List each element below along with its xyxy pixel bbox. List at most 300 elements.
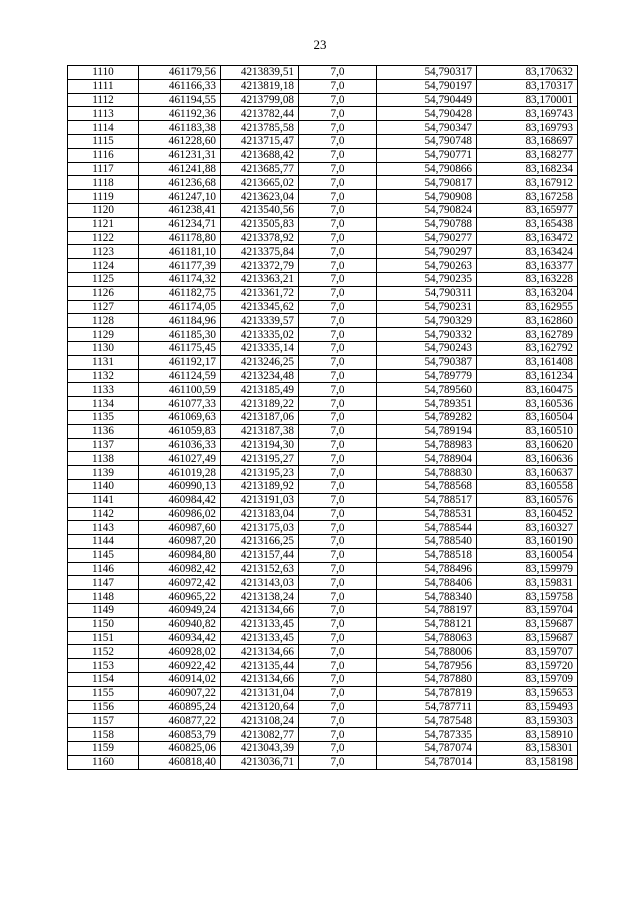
table-row — [68, 535, 578, 549]
latitude-cell: 54,790231 — [377, 300, 477, 314]
longitude-cell: 83,162955 — [477, 300, 578, 314]
table-row — [68, 700, 578, 714]
y-coordinate-cell: 4213108,24 — [221, 714, 299, 728]
x-coordinate-cell: 460922,42 — [139, 659, 221, 673]
longitude-cell: 83,160327 — [477, 521, 578, 535]
point-number-cell: 1132 — [68, 369, 139, 383]
longitude-cell: 83,160536 — [477, 397, 578, 411]
longitude-cell: 83,162789 — [477, 328, 578, 342]
point-number-cell: 1128 — [68, 314, 139, 328]
height-cell: 7,0 — [299, 700, 377, 714]
point-number-cell: 1158 — [68, 728, 139, 742]
table-row — [68, 245, 578, 259]
table-row — [68, 79, 578, 93]
latitude-cell: 54,788006 — [377, 645, 477, 659]
x-coordinate-cell: 461238,41 — [139, 203, 221, 217]
table-row — [68, 673, 578, 687]
longitude-cell: 83,162860 — [477, 314, 578, 328]
point-number-cell: 1145 — [68, 548, 139, 562]
latitude-cell: 54,788531 — [377, 507, 477, 521]
y-coordinate-cell: 4213540,56 — [221, 203, 299, 217]
y-coordinate-cell: 4213189,22 — [221, 397, 299, 411]
table-row — [68, 107, 578, 121]
point-number-cell: 1156 — [68, 700, 139, 714]
longitude-cell: 83,159709 — [477, 673, 578, 687]
latitude-cell: 54,790817 — [377, 176, 477, 190]
height-cell: 7,0 — [299, 300, 377, 314]
height-cell: 7,0 — [299, 576, 377, 590]
height-cell: 7,0 — [299, 755, 377, 769]
longitude-cell: 83,160576 — [477, 493, 578, 507]
point-number-cell: 1154 — [68, 673, 139, 687]
longitude-cell: 83,168234 — [477, 162, 578, 176]
y-coordinate-cell: 4213785,58 — [221, 121, 299, 135]
height-cell: 7,0 — [299, 66, 377, 80]
longitude-cell: 83,168697 — [477, 134, 578, 148]
latitude-cell: 54,788340 — [377, 590, 477, 604]
y-coordinate-cell: 4213665,02 — [221, 176, 299, 190]
longitude-cell: 83,158301 — [477, 742, 578, 756]
x-coordinate-cell: 461077,33 — [139, 397, 221, 411]
height-cell: 7,0 — [299, 203, 377, 217]
y-coordinate-cell: 4213131,04 — [221, 686, 299, 700]
y-coordinate-cell: 4213799,08 — [221, 93, 299, 107]
table-row — [68, 479, 578, 493]
latitude-cell: 54,790263 — [377, 259, 477, 273]
table-row — [68, 659, 578, 673]
y-coordinate-cell: 4213246,25 — [221, 355, 299, 369]
y-coordinate-cell: 4213135,44 — [221, 659, 299, 673]
height-cell: 7,0 — [299, 107, 377, 121]
page-number: 23 — [313, 37, 327, 52]
longitude-cell: 83,162792 — [477, 341, 578, 355]
longitude-cell: 83,159653 — [477, 686, 578, 700]
x-coordinate-cell: 461194,55 — [139, 93, 221, 107]
longitude-cell: 83,160475 — [477, 383, 578, 397]
height-cell: 7,0 — [299, 286, 377, 300]
x-coordinate-cell: 460825,06 — [139, 742, 221, 756]
latitude-cell: 54,787014 — [377, 755, 477, 769]
latitude-cell: 54,790197 — [377, 79, 477, 93]
y-coordinate-cell: 4213361,72 — [221, 286, 299, 300]
point-number-cell: 1144 — [68, 535, 139, 549]
y-coordinate-cell: 4213036,71 — [221, 755, 299, 769]
height-cell: 7,0 — [299, 176, 377, 190]
table-row — [68, 355, 578, 369]
y-coordinate-cell: 4213234,48 — [221, 369, 299, 383]
height-cell: 7,0 — [299, 521, 377, 535]
table-row — [68, 190, 578, 204]
latitude-cell: 54,787548 — [377, 714, 477, 728]
table-row — [68, 231, 578, 245]
point-number-cell: 1146 — [68, 562, 139, 576]
point-number-cell: 1157 — [68, 714, 139, 728]
table-row — [68, 314, 578, 328]
table-row — [68, 272, 578, 286]
y-coordinate-cell: 4213623,04 — [221, 190, 299, 204]
latitude-cell: 54,787335 — [377, 728, 477, 742]
table-row — [68, 66, 578, 80]
height-cell: 7,0 — [299, 452, 377, 466]
height-cell: 7,0 — [299, 328, 377, 342]
y-coordinate-cell: 4213133,45 — [221, 631, 299, 645]
point-number-cell: 1122 — [68, 231, 139, 245]
longitude-cell: 83,160190 — [477, 535, 578, 549]
y-coordinate-cell: 4213157,44 — [221, 548, 299, 562]
y-coordinate-cell: 4213183,04 — [221, 507, 299, 521]
height-cell: 7,0 — [299, 93, 377, 107]
y-coordinate-cell: 4213839,51 — [221, 66, 299, 80]
longitude-cell: 83,159720 — [477, 659, 578, 673]
x-coordinate-cell: 461181,10 — [139, 245, 221, 259]
y-coordinate-cell: 4213120,64 — [221, 700, 299, 714]
height-cell: 7,0 — [299, 217, 377, 231]
x-coordinate-cell: 461166,33 — [139, 79, 221, 93]
point-number-cell: 1115 — [68, 134, 139, 148]
point-number-cell: 1147 — [68, 576, 139, 590]
point-number-cell: 1123 — [68, 245, 139, 259]
x-coordinate-cell: 461069,63 — [139, 410, 221, 424]
latitude-cell: 54,790866 — [377, 162, 477, 176]
longitude-cell: 83,168277 — [477, 148, 578, 162]
y-coordinate-cell: 4213043,39 — [221, 742, 299, 756]
longitude-cell: 83,159831 — [477, 576, 578, 590]
longitude-cell: 83,170001 — [477, 93, 578, 107]
latitude-cell: 54,790297 — [377, 245, 477, 259]
x-coordinate-cell: 460818,40 — [139, 755, 221, 769]
x-coordinate-cell: 461174,05 — [139, 300, 221, 314]
x-coordinate-cell: 460965,22 — [139, 590, 221, 604]
height-cell: 7,0 — [299, 410, 377, 424]
x-coordinate-cell: 461247,10 — [139, 190, 221, 204]
x-coordinate-cell: 461177,39 — [139, 259, 221, 273]
y-coordinate-cell: 4213152,63 — [221, 562, 299, 576]
point-number-cell: 1139 — [68, 466, 139, 480]
point-number-cell: 1153 — [68, 659, 139, 673]
table-row — [68, 162, 578, 176]
table-row — [68, 259, 578, 273]
longitude-cell: 83,161234 — [477, 369, 578, 383]
height-cell: 7,0 — [299, 383, 377, 397]
table-row — [68, 507, 578, 521]
point-number-cell: 1126 — [68, 286, 139, 300]
height-cell: 7,0 — [299, 121, 377, 135]
latitude-cell: 54,787074 — [377, 742, 477, 756]
y-coordinate-cell: 4213166,25 — [221, 535, 299, 549]
latitude-cell: 54,788983 — [377, 438, 477, 452]
point-number-cell: 1134 — [68, 397, 139, 411]
height-cell: 7,0 — [299, 134, 377, 148]
latitude-cell: 54,787956 — [377, 659, 477, 673]
longitude-cell: 83,159493 — [477, 700, 578, 714]
point-number-cell: 1124 — [68, 259, 139, 273]
table-row — [68, 134, 578, 148]
height-cell: 7,0 — [299, 562, 377, 576]
y-coordinate-cell: 4213339,57 — [221, 314, 299, 328]
longitude-cell: 83,159303 — [477, 714, 578, 728]
point-number-cell: 1127 — [68, 300, 139, 314]
table-row — [68, 631, 578, 645]
point-number-cell: 1111 — [68, 79, 139, 93]
latitude-cell: 54,788406 — [377, 576, 477, 590]
x-coordinate-cell: 461192,17 — [139, 355, 221, 369]
height-cell: 7,0 — [299, 714, 377, 728]
height-cell: 7,0 — [299, 245, 377, 259]
table-row — [68, 590, 578, 604]
longitude-cell: 83,163472 — [477, 231, 578, 245]
x-coordinate-cell: 461175,45 — [139, 341, 221, 355]
point-number-cell: 1138 — [68, 452, 139, 466]
height-cell: 7,0 — [299, 590, 377, 604]
y-coordinate-cell: 4213195,23 — [221, 466, 299, 480]
latitude-cell: 54,790243 — [377, 341, 477, 355]
height-cell: 7,0 — [299, 466, 377, 480]
latitude-cell: 54,790311 — [377, 286, 477, 300]
x-coordinate-cell: 461192,36 — [139, 107, 221, 121]
point-number-cell: 1159 — [68, 742, 139, 756]
x-coordinate-cell: 460940,82 — [139, 617, 221, 631]
point-number-cell: 1160 — [68, 755, 139, 769]
x-coordinate-cell: 461183,38 — [139, 121, 221, 135]
latitude-cell: 54,790428 — [377, 107, 477, 121]
latitude-cell: 54,788063 — [377, 631, 477, 645]
latitude-cell: 54,787880 — [377, 673, 477, 687]
latitude-cell: 54,790235 — [377, 272, 477, 286]
x-coordinate-cell: 460987,20 — [139, 535, 221, 549]
height-cell: 7,0 — [299, 424, 377, 438]
height-cell: 7,0 — [299, 507, 377, 521]
longitude-cell: 83,158910 — [477, 728, 578, 742]
y-coordinate-cell: 4213133,45 — [221, 617, 299, 631]
y-coordinate-cell: 4213134,66 — [221, 645, 299, 659]
y-coordinate-cell: 4213375,84 — [221, 245, 299, 259]
height-cell: 7,0 — [299, 479, 377, 493]
y-coordinate-cell: 4213187,06 — [221, 410, 299, 424]
height-cell: 7,0 — [299, 438, 377, 452]
y-coordinate-cell: 4213194,30 — [221, 438, 299, 452]
point-number-cell: 1148 — [68, 590, 139, 604]
longitude-cell: 83,160510 — [477, 424, 578, 438]
x-coordinate-cell: 460987,60 — [139, 521, 221, 535]
latitude-cell: 54,790317 — [377, 66, 477, 80]
point-number-cell: 1135 — [68, 410, 139, 424]
point-number-cell: 1110 — [68, 66, 139, 80]
x-coordinate-cell: 461178,80 — [139, 231, 221, 245]
latitude-cell: 54,788197 — [377, 604, 477, 618]
x-coordinate-cell: 461019,28 — [139, 466, 221, 480]
table-row — [68, 93, 578, 107]
table-row — [68, 728, 578, 742]
longitude-cell: 83,159687 — [477, 631, 578, 645]
y-coordinate-cell: 4213505,83 — [221, 217, 299, 231]
longitude-cell: 83,159687 — [477, 617, 578, 631]
height-cell: 7,0 — [299, 79, 377, 93]
x-coordinate-cell: 460984,80 — [139, 548, 221, 562]
table-row — [68, 604, 578, 618]
height-cell: 7,0 — [299, 686, 377, 700]
table-row — [68, 562, 578, 576]
latitude-cell: 54,790329 — [377, 314, 477, 328]
latitude-cell: 54,790387 — [377, 355, 477, 369]
table-row — [68, 576, 578, 590]
height-cell: 7,0 — [299, 148, 377, 162]
x-coordinate-cell: 460914,02 — [139, 673, 221, 687]
height-cell: 7,0 — [299, 397, 377, 411]
longitude-cell: 83,160637 — [477, 466, 578, 480]
y-coordinate-cell: 4213363,21 — [221, 272, 299, 286]
y-coordinate-cell: 4213134,66 — [221, 673, 299, 687]
longitude-cell: 83,163204 — [477, 286, 578, 300]
latitude-cell: 54,788904 — [377, 452, 477, 466]
table-row — [68, 645, 578, 659]
x-coordinate-cell: 460990,13 — [139, 479, 221, 493]
x-coordinate-cell: 460982,42 — [139, 562, 221, 576]
height-cell: 7,0 — [299, 617, 377, 631]
height-cell: 7,0 — [299, 272, 377, 286]
coordinates-table-body — [68, 66, 578, 770]
height-cell: 7,0 — [299, 341, 377, 355]
x-coordinate-cell: 461036,33 — [139, 438, 221, 452]
longitude-cell: 83,159704 — [477, 604, 578, 618]
x-coordinate-cell: 461234,71 — [139, 217, 221, 231]
x-coordinate-cell: 461100,59 — [139, 383, 221, 397]
point-number-cell: 1137 — [68, 438, 139, 452]
latitude-cell: 54,790277 — [377, 231, 477, 245]
x-coordinate-cell: 461241,88 — [139, 162, 221, 176]
y-coordinate-cell: 4213372,79 — [221, 259, 299, 273]
height-cell: 7,0 — [299, 659, 377, 673]
table-row — [68, 410, 578, 424]
y-coordinate-cell: 4213335,14 — [221, 341, 299, 355]
x-coordinate-cell: 460972,42 — [139, 576, 221, 590]
x-coordinate-cell: 461184,96 — [139, 314, 221, 328]
table-row — [68, 369, 578, 383]
x-coordinate-cell: 460907,22 — [139, 686, 221, 700]
x-coordinate-cell: 461124,59 — [139, 369, 221, 383]
latitude-cell: 54,788568 — [377, 479, 477, 493]
point-number-cell: 1150 — [68, 617, 139, 631]
y-coordinate-cell: 4213819,18 — [221, 79, 299, 93]
height-cell: 7,0 — [299, 493, 377, 507]
longitude-cell: 83,160558 — [477, 479, 578, 493]
longitude-cell: 83,167912 — [477, 176, 578, 190]
point-number-cell: 1151 — [68, 631, 139, 645]
latitude-cell: 54,788517 — [377, 493, 477, 507]
height-cell: 7,0 — [299, 314, 377, 328]
point-number-cell: 1120 — [68, 203, 139, 217]
point-number-cell: 1143 — [68, 521, 139, 535]
point-number-cell: 1155 — [68, 686, 139, 700]
x-coordinate-cell: 460949,24 — [139, 604, 221, 618]
x-coordinate-cell: 461027,49 — [139, 452, 221, 466]
longitude-cell: 83,167258 — [477, 190, 578, 204]
point-number-cell: 1117 — [68, 162, 139, 176]
x-coordinate-cell: 460984,42 — [139, 493, 221, 507]
point-number-cell: 1119 — [68, 190, 139, 204]
point-number-cell: 1136 — [68, 424, 139, 438]
height-cell: 7,0 — [299, 673, 377, 687]
latitude-cell: 54,789194 — [377, 424, 477, 438]
height-cell: 7,0 — [299, 742, 377, 756]
table-row — [68, 424, 578, 438]
table-row — [68, 148, 578, 162]
table-row — [68, 121, 578, 135]
longitude-cell: 83,160504 — [477, 410, 578, 424]
latitude-cell: 54,790824 — [377, 203, 477, 217]
y-coordinate-cell: 4213782,44 — [221, 107, 299, 121]
latitude-cell: 54,790449 — [377, 93, 477, 107]
point-number-cell: 1112 — [68, 93, 139, 107]
height-cell: 7,0 — [299, 369, 377, 383]
table-row — [68, 714, 578, 728]
y-coordinate-cell: 4213688,42 — [221, 148, 299, 162]
x-coordinate-cell: 460986,02 — [139, 507, 221, 521]
point-number-cell: 1113 — [68, 107, 139, 121]
longitude-cell: 83,159758 — [477, 590, 578, 604]
table-row — [68, 452, 578, 466]
latitude-cell: 54,787711 — [377, 700, 477, 714]
height-cell: 7,0 — [299, 604, 377, 618]
longitude-cell: 83,160054 — [477, 548, 578, 562]
point-number-cell: 1125 — [68, 272, 139, 286]
height-cell: 7,0 — [299, 535, 377, 549]
longitude-cell: 83,160636 — [477, 452, 578, 466]
latitude-cell: 54,788121 — [377, 617, 477, 631]
longitude-cell: 83,170632 — [477, 66, 578, 80]
height-cell: 7,0 — [299, 190, 377, 204]
y-coordinate-cell: 4213378,92 — [221, 231, 299, 245]
x-coordinate-cell: 461179,56 — [139, 66, 221, 80]
height-cell: 7,0 — [299, 231, 377, 245]
table-row — [68, 286, 578, 300]
point-number-cell: 1130 — [68, 341, 139, 355]
table-row — [68, 438, 578, 452]
height-cell: 7,0 — [299, 162, 377, 176]
longitude-cell: 83,163228 — [477, 272, 578, 286]
latitude-cell: 54,790771 — [377, 148, 477, 162]
table-row — [68, 521, 578, 535]
latitude-cell: 54,788544 — [377, 521, 477, 535]
latitude-cell: 54,789282 — [377, 410, 477, 424]
longitude-cell: 83,163424 — [477, 245, 578, 259]
x-coordinate-cell: 461231,31 — [139, 148, 221, 162]
point-number-cell: 1140 — [68, 479, 139, 493]
height-cell: 7,0 — [299, 259, 377, 273]
point-number-cell: 1149 — [68, 604, 139, 618]
longitude-cell: 83,169743 — [477, 107, 578, 121]
longitude-cell: 83,169793 — [477, 121, 578, 135]
table-row — [68, 397, 578, 411]
longitude-cell: 83,160620 — [477, 438, 578, 452]
height-cell: 7,0 — [299, 645, 377, 659]
table-row — [68, 328, 578, 342]
table-row — [68, 742, 578, 756]
y-coordinate-cell: 4213082,77 — [221, 728, 299, 742]
y-coordinate-cell: 4213189,92 — [221, 479, 299, 493]
x-coordinate-cell: 460853,79 — [139, 728, 221, 742]
point-number-cell: 1133 — [68, 383, 139, 397]
table-row — [68, 548, 578, 562]
y-coordinate-cell: 4213175,03 — [221, 521, 299, 535]
x-coordinate-cell: 461059,83 — [139, 424, 221, 438]
y-coordinate-cell: 4213187,38 — [221, 424, 299, 438]
longitude-cell: 83,170317 — [477, 79, 578, 93]
y-coordinate-cell: 4213715,47 — [221, 134, 299, 148]
table-row — [68, 217, 578, 231]
latitude-cell: 54,790332 — [377, 328, 477, 342]
y-coordinate-cell: 4213143,03 — [221, 576, 299, 590]
longitude-cell: 83,160452 — [477, 507, 578, 521]
